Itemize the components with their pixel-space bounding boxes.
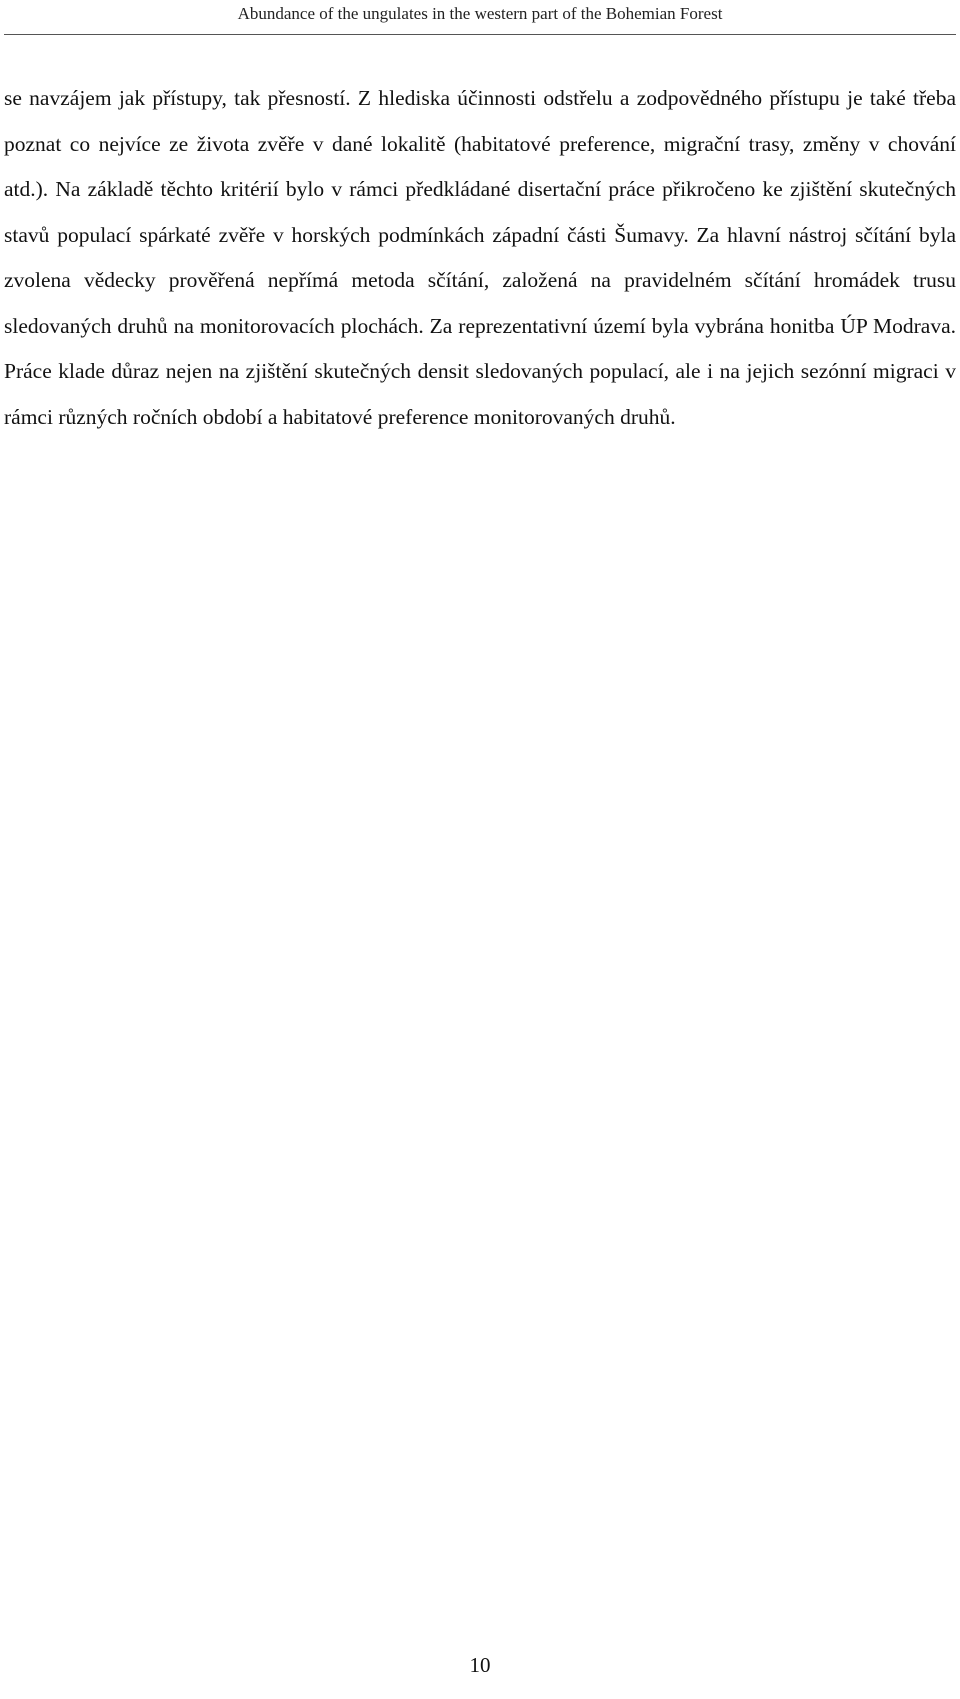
body-paragraph: se navzájem jak přístupy, tak přesností. Z hlediska účinnosti odstřelu a zodpovědného přístupu je také třeba poznat co nejvíce ze života zvěře v dané lokalitě (habitatové preference, migrační trasy, změny v chování atd.). Na základě těchto kritérií bylo v rámci předkládané disertační práce přikročeno ke zjištění skutečných stavů populací spárkaté zvěře v horských podmínkách západní části Šumavy. Za hlavní nástroj sčítání byla zvolena vědecky prověřená nepřímá metoda sčítání, založená na pravidelném sčítání hromádek trusu sledovaných druhů na monitorovacích plochách. Za reprezentativní území byla vybrána honitba ÚP Modrava. Práce klade důraz nejen na zjištění skutečných densit sledovaných populací, ale i na jejich sezónní migraci v rámci různých ročních období a habitatové preference monitorovaných druhů. <box>4 86 956 429</box>
header-rule <box>4 34 956 35</box>
page-number: 10 <box>469 1653 491 1677</box>
running-header: Abundance of the ungulates in the western part of the Bohemian Forest <box>237 4 723 23</box>
